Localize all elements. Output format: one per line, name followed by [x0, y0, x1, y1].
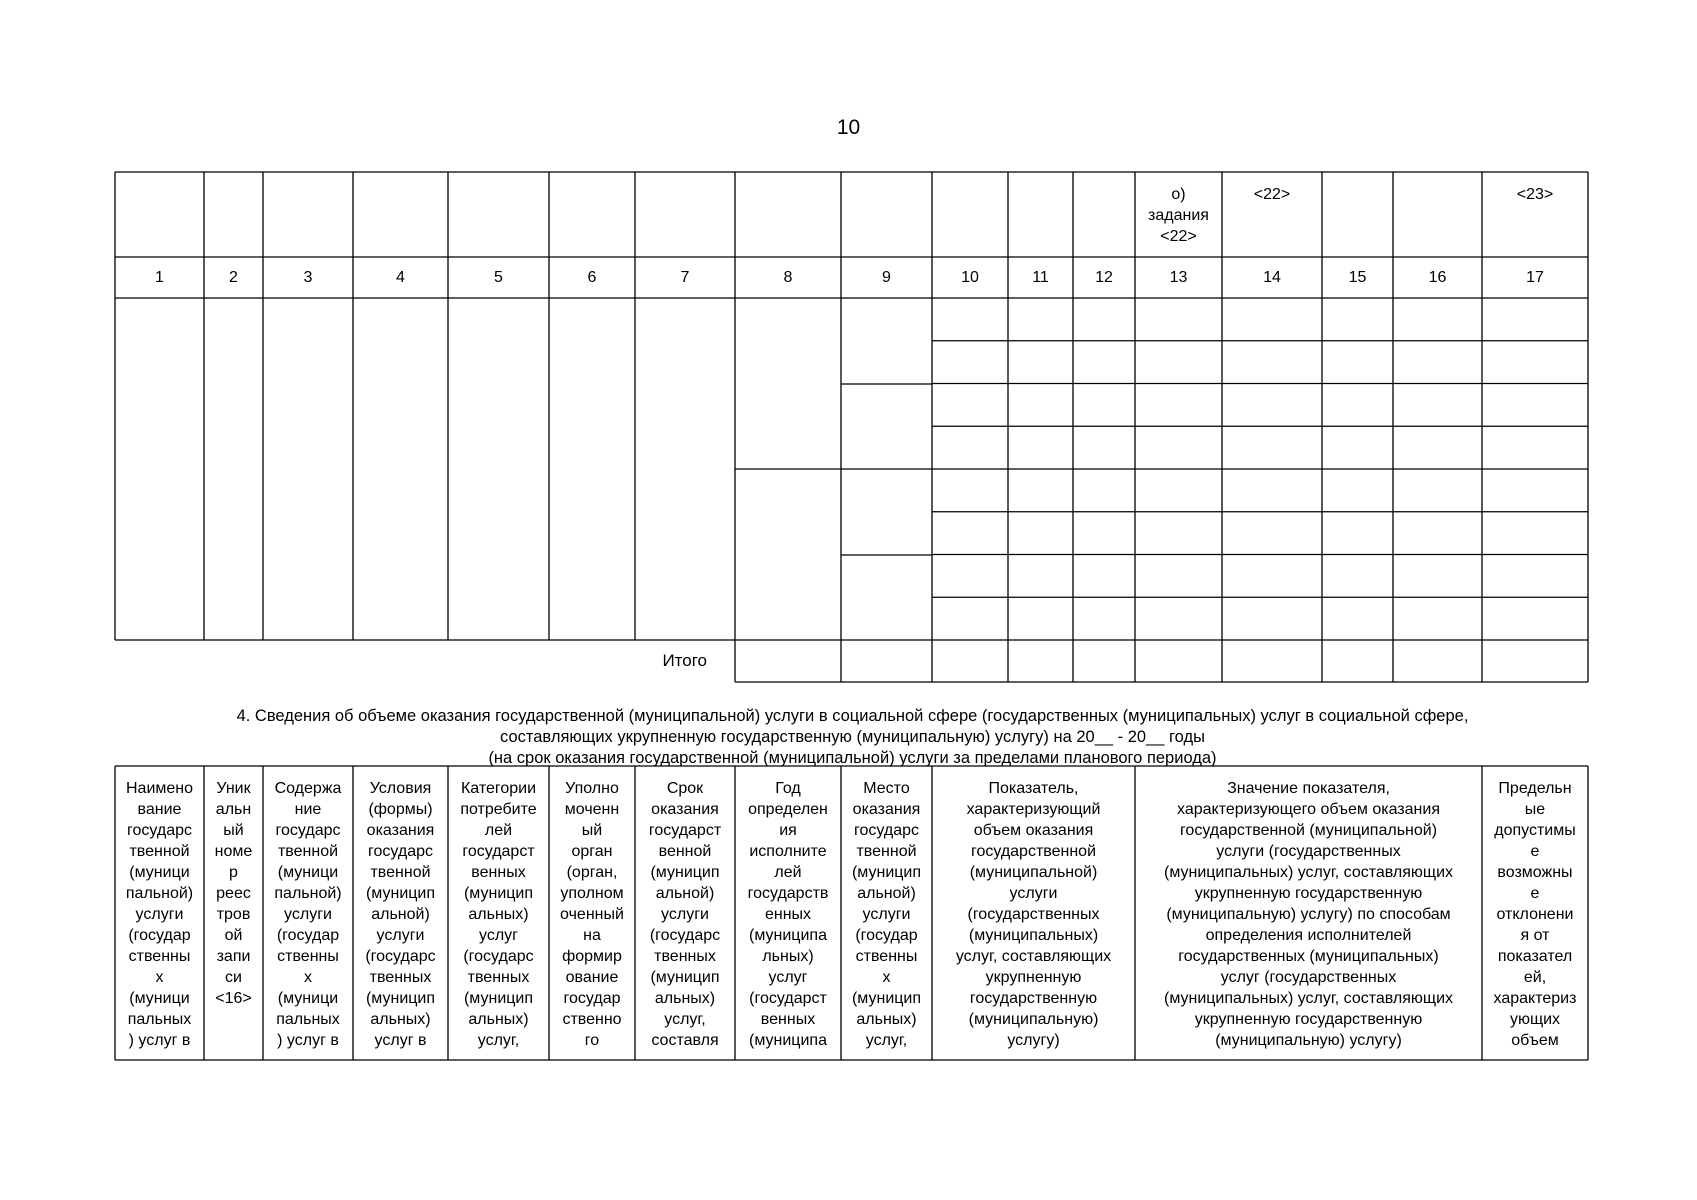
header-fragment-col-13: о) задания <22> — [1148, 186, 1209, 245]
column-header: Предельн ые допустимы е возможны е отклонени я от показател ей, характериз ующих объем — [1493, 780, 1577, 1049]
column-number: 16 — [1428, 269, 1447, 286]
column-header: Категории потребите лей государст венных (муницип альных) услуг (государс твенных (муницип альных) услуг, — [460, 780, 537, 1049]
column-number: 4 — [396, 269, 405, 286]
section-4-heading-line: (на срок оказания государственной (муниципальной) услуги за пределами планового периода) — [488, 749, 1217, 767]
column-header: Уник альн ый номе р реес тров ой запи си <16> — [214, 780, 253, 1007]
column-number: 2 — [229, 269, 238, 286]
column-header: Место оказания государс твенной (муницип альной) услуги (государ ственны х (муницип альных) услуг, — [851, 780, 922, 1049]
column-number: 13 — [1169, 269, 1188, 286]
column-header: Содержа ние государс твенной (муници пальной) услуги (государ ственны х (муници пальных ) услуг в — [274, 780, 342, 1049]
column-number: 8 — [783, 269, 793, 286]
column-number: 15 — [1348, 269, 1367, 286]
column-number: 12 — [1095, 269, 1113, 286]
total-row-label: Итого — [662, 651, 707, 670]
column-number: 10 — [961, 269, 979, 286]
header-fragment-col-17: <23> — [1516, 186, 1554, 203]
column-header: Уполно моченн ый орган (орган, уполном оченный на формир ование государ ственно го — [560, 780, 624, 1049]
column-number: 3 — [303, 269, 313, 286]
page-number: 10 — [836, 116, 861, 139]
column-number: 5 — [494, 269, 503, 286]
column-header: Показатель, характеризующий объем оказания государственной (муниципальной) услуги (государственных (муниципальных) услуг, составляющих укрупненную государственную (муниципальную) услугу) — [955, 780, 1112, 1049]
section-4-heading — [120, 706, 1585, 769]
column-header: Год определен ия исполните лей государств енных (муниципа льных) услуг (государст венных (муниципа — [747, 780, 829, 1049]
column-number: 14 — [1263, 269, 1281, 286]
column-header: Значение показателя, характеризующего объем оказания государственной (муниципальной) услуги (государственных (муниципальных) услуг, составляющих укрупненную государственную (муниципальную) услугу) по способам определения исполнителей государственных (муниципальных) услуг (государственных (муниципальных) услуг, составляющих укрупненную государственную (муниципальную) услугу) — [1163, 780, 1453, 1049]
column-number: 17 — [1526, 269, 1544, 286]
column-number: 7 — [680, 269, 690, 286]
header-fragment-col-14: <22> — [1253, 186, 1291, 203]
column-number: 1 — [155, 269, 164, 286]
column-header: Условия (формы) оказания государс твенной (муницип альной) услуги (государс твенных (муницип альных) услуг в — [365, 780, 436, 1049]
section-4-heading-line: составляющих укрупненную государственную (муниципальную) услугу) на 20__ - 20__ годы — [500, 728, 1205, 746]
section-4-heading-line: 4. Сведения об объеме оказания государственной (муниципальной) услуги в социальной сфере (государственных (муниципальных) услуг в социальной сфере, — [236, 707, 1469, 725]
column-header: Срок оказания государст венной (муницип альной) услуги (государс твенных (муницип альных) услуг, составля — [648, 780, 722, 1049]
column-header: Наимено вание государс твенной (муници пальной) услуги (государ ственны х (муници пальных ) услуг в — [125, 780, 194, 1049]
column-number: 11 — [1032, 269, 1049, 286]
column-number: 6 — [587, 269, 597, 286]
column-number: 9 — [882, 269, 891, 286]
